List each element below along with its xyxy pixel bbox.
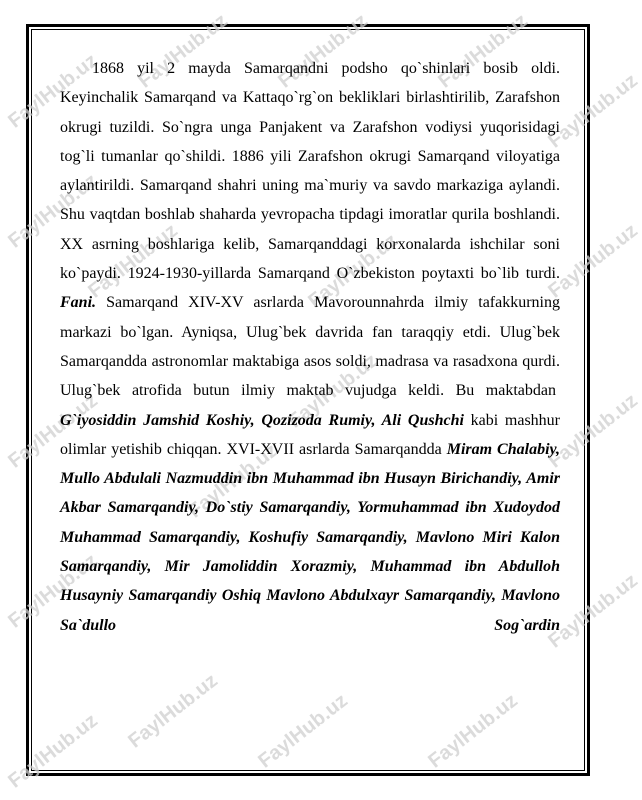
paragraph-text: 1868 yil 2 mayda Samarqandni podsho qo`shinlari bosib oldi. Keyinchalik Samarqand va Kattaqo`rg`on bekliklari birlashtirilib, Zarafshon okrugi tuzildi. So`ngra unga Panjakent va Zarafshon vodiysi yuqorisidagi tog`li tumanlar qo`shildi. 1886 yili Zarafshon okrugi Samarqand viloyatiga aylantirildi. Samarqand shahri uning ma`muriy va savdo markaziga aylandi. Shu vaqtdan boshlab shaharda yevropacha tipdagi imoratlar qurila boshlandi. XX asrning boshlariga kelib, Samarqanddagi korxonalarda ishchilar soni ko`paydi. 1924-1930-yillarda Samarqand O`zbekiston poytaxti bo`lib turdi. bbox=[60, 60, 560, 283]
watermark: FaylHub.uz bbox=[4, 389, 102, 473]
scholar-names: G`iyosiddin Jamshid Koshiy, Qozizoda Rumiy, Ali Qushchi bbox=[60, 411, 464, 429]
fani-heading: Fani. bbox=[60, 294, 97, 312]
watermark: FaylHub.uz bbox=[284, 349, 382, 433]
watermark: FaylHub.uz bbox=[424, 689, 522, 773]
watermark: FaylHub.uz bbox=[304, 229, 402, 313]
watermark: FaylHub.uz bbox=[544, 219, 642, 303]
watermark: FaylHub.uz bbox=[124, 669, 222, 753]
body-paragraph bbox=[60, 54, 560, 640]
watermark: FaylHub.uz bbox=[4, 549, 102, 633]
watermark: FaylHub.uz bbox=[4, 709, 102, 793]
watermark: FaylHub.uz bbox=[544, 69, 642, 153]
paragraph-text: Samarqand XIV-XV asrlarda Mavorounnahrda ilmiy tafakkurning markazi bo`lgan. Ayniqsa, Ulug`bek davrida fan taraqqiy etdi. Ulug`bek Samarqandda astronomlar maktabiga asos soldi, madrasa va rasadxona qurdi. Ulug`bek atrofida butun ilmiy maktab vujudga keldi. Bu maktabdan bbox=[60, 294, 560, 400]
watermark: FaylHub.uz bbox=[184, 439, 282, 523]
paragraph-text: kabi mashhur olimlar yetishib chiqqan. XVI-XVII asrlarda Samarqandda bbox=[60, 411, 561, 458]
scholar-names: Miram Chalabiy, Mullo Abdulali Nazmuddin ibn Muhammad ibn Husayn Birichandiy, Amir Akbar Samarqandiy, Do`stiy Samarqandiy, Yormuhammad ibn Xudoydod Muhammad Samarqandiy, Koshufiy Samarqandiy, Mavlono Miri Kalon Samarqandiy, Mir Jamoliddin Xorazmiy, Muhammad ibn Abdulloh Husayniy Samarqandiy Oshiq Mavlono Abdulxayr Samarqandiy, Mavlono Sa`dullo Sog`ardin bbox=[60, 440, 561, 634]
watermark: FaylHub.uz bbox=[4, 169, 102, 253]
watermark: FaylHub.uz bbox=[254, 689, 352, 773]
document-body bbox=[60, 54, 560, 640]
watermark: FaylHub.uz bbox=[4, 49, 102, 133]
watermark: FaylHub.uz bbox=[84, 219, 182, 303]
watermark: FaylHub.uz bbox=[134, 9, 232, 93]
watermark: FaylHub.uz bbox=[544, 389, 642, 473]
watermark: FaylHub.uz bbox=[274, 9, 372, 93]
watermark: FaylHub.uz bbox=[434, 9, 532, 93]
watermark: FaylHub.uz bbox=[544, 569, 642, 653]
